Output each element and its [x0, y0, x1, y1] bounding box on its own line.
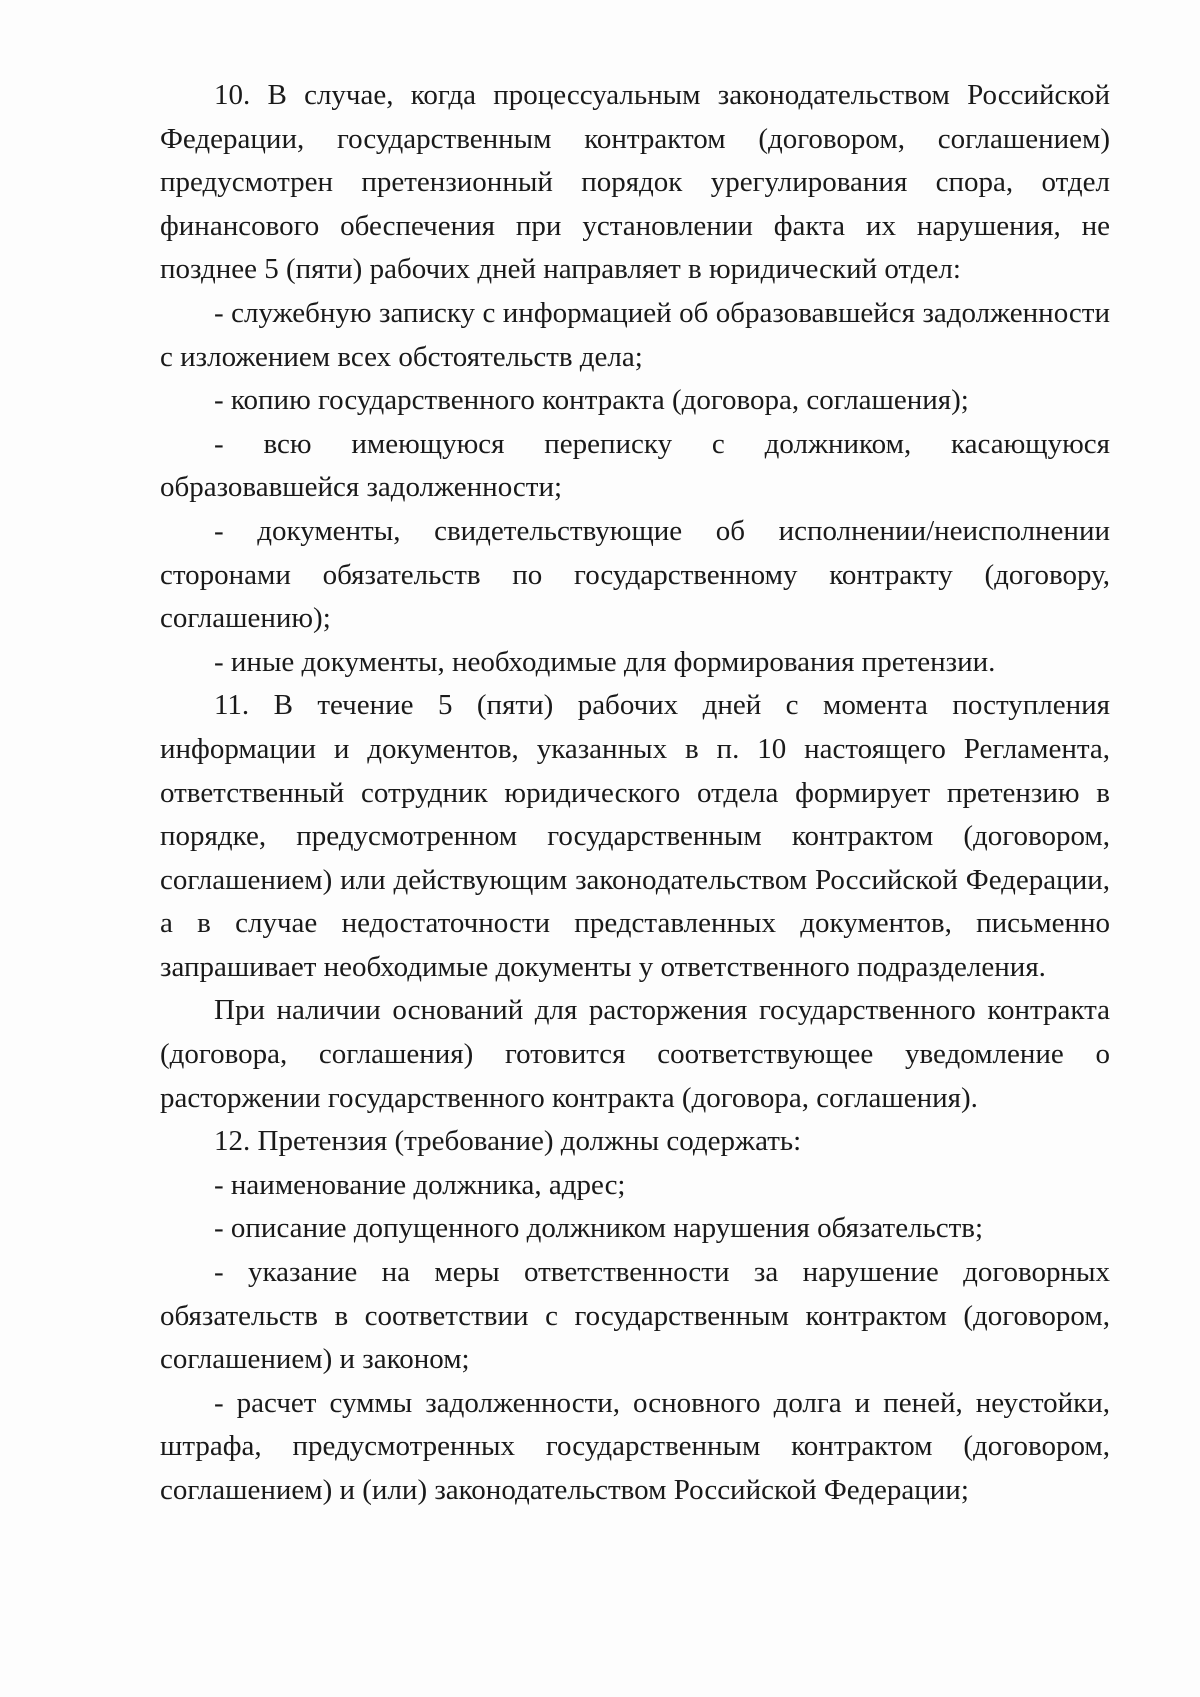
list-item-performance-documents: - документы, свидетельствующие об исполнении/неисполнении сторонами обязательств по государственному контракту (договору, соглашению); [160, 514, 1110, 635]
list-item-debtor-name: - наименование должника, адрес; [214, 1168, 626, 1201]
paragraph-item-11: 11. В течение 5 (пяти) рабочих дней с момента поступления информации и документов, указанных в п. 10 настоящего Регламента, ответственный сотрудник юридического отдела формирует претензию в порядке, предусмотренном государственным контрактом (договором, соглашением) или действующим законодательством Российской Федерации, а в случае недостаточности представленных документов, письменно запрашивает необходимые документы у ответственного подразделения. [160, 689, 1110, 983]
list-item-liability-measures: - указание на меры ответственности за нарушение договорных обязательств в соответствии с государственным контрактом (договором, соглашением) и законом; [160, 1256, 1110, 1376]
paragraph-item-12: 12. Претензия (требование) должны содержать: [214, 1125, 802, 1158]
list-item-other-documents: - иные документы, необходимые для формирования претензии. [214, 645, 996, 678]
paragraph-item-10: 10. В случае, когда процессуальным законодательством Российской Федерации, государственным контрактом (договором, соглашением) предусмотрен претензионный порядок урегулирования спора, отдел финансового обеспечения при установлении факта их нарушения, не позднее 5 (пяти) рабочих дней направляет в юридический отдел: [160, 79, 1110, 286]
list-item-debt-calculation: - расчет суммы задолженности, основного долга и пеней, неустойки, штрафа, предусмотренных государственным контрактом (договором, соглашением) и (или) законодательством Российской Федерации; [160, 1386, 1110, 1506]
paragraph-termination-notice: При наличии оснований для расторжения государственного контракта (договора, соглашения) готовится соответствующее уведомление о расторжении государственного контракта (договора, соглашения). [160, 994, 1110, 1114]
list-item-memo: - служебную записку с информацией об образовавшейся задолженности с изложением всех обстоятельств дела; [160, 296, 1110, 373]
list-item-contract-copy: - копию государственного контракта (договора, соглашения); [214, 384, 969, 417]
list-item-violation-description: - описание допущенного должником нарушения обязательств; [214, 1212, 984, 1245]
document-body [160, 74, 1110, 1513]
list-item-correspondence: - всю имеющуюся переписку с должником, касающуюся образовавшейся задолженности; [160, 427, 1110, 504]
